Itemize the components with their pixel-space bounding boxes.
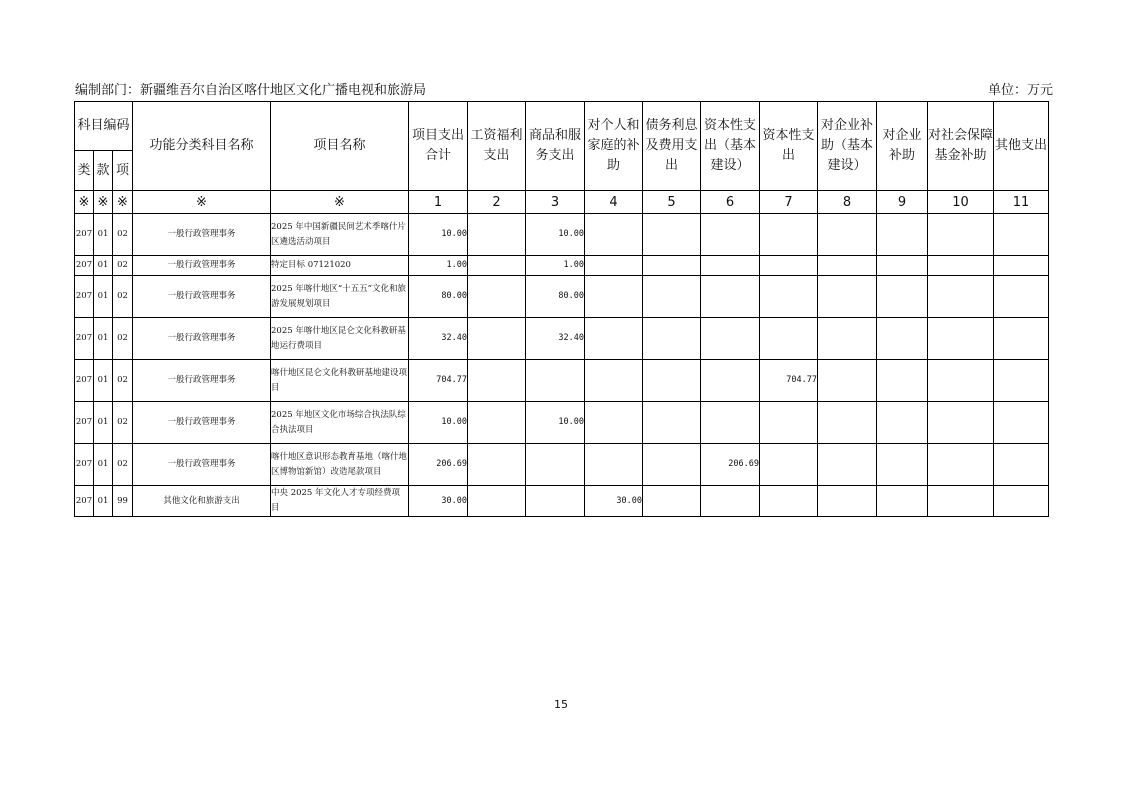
capital-basic-cell: [701, 402, 760, 444]
project-expenditure-table: [74, 101, 1049, 517]
capital-cell: [760, 444, 818, 486]
code-xiang-cell: 02: [113, 214, 133, 256]
total-cell: 10.00: [409, 214, 468, 256]
header-capital: 资本性支出: [760, 102, 818, 191]
marker-cell: 6: [701, 191, 760, 214]
social-cell: [928, 276, 994, 318]
marker-cell: 7: [760, 191, 818, 214]
other-cell: [994, 486, 1049, 517]
other-cell: [994, 444, 1049, 486]
table-row: [75, 256, 1049, 276]
other-cell: [994, 214, 1049, 256]
code-kuan-cell: 01: [94, 486, 113, 517]
header-enterprise: 对企业补助: [877, 102, 928, 191]
enterprise-basic-cell: [818, 360, 877, 402]
project-name-cell: 2025 年地区文化市场综合执法队综合执法项目: [271, 402, 409, 444]
header-kuan: 款: [94, 151, 113, 191]
page-number: 15: [554, 698, 568, 711]
personal-cell: [585, 402, 643, 444]
enterprise-basic-cell: [818, 444, 877, 486]
table-row: [75, 402, 1049, 444]
capital-basic-cell: [701, 256, 760, 276]
column-index-row: [75, 191, 1049, 214]
code-xiang-cell: 02: [113, 276, 133, 318]
salary-cell: [468, 214, 526, 256]
code-lei-cell: 207: [75, 318, 94, 360]
total-cell: 206.69: [409, 444, 468, 486]
table-body: [75, 214, 1049, 517]
debt-cell: [643, 486, 701, 517]
enterprise-basic-cell: [818, 402, 877, 444]
other-cell: [994, 318, 1049, 360]
func-name-cell: 一般行政管理事务: [133, 256, 271, 276]
header-enterprise-basic: 对企业补助（基本建设）: [818, 102, 877, 191]
code-xiang-cell: 02: [113, 256, 133, 276]
header-code-group: 科目编码: [75, 102, 133, 151]
capital-basic-cell: [701, 486, 760, 517]
personal-cell: [585, 318, 643, 360]
capital-cell: [760, 214, 818, 256]
social-cell: [928, 444, 994, 486]
marker-cell: ※: [133, 191, 271, 214]
func-name-cell: 一般行政管理事务: [133, 276, 271, 318]
enterprise-cell: [877, 318, 928, 360]
capital-basic-cell: [701, 276, 760, 318]
personal-cell: [585, 444, 643, 486]
table-row: [75, 444, 1049, 486]
social-cell: [928, 256, 994, 276]
header-capital-basic: 资本性支出（基本建设）: [701, 102, 760, 191]
code-lei-cell: 207: [75, 444, 94, 486]
personal-cell: [585, 214, 643, 256]
header-total: 项目支出合计: [409, 102, 468, 191]
code-xiang-cell: 99: [113, 486, 133, 517]
salary-cell: [468, 402, 526, 444]
goods-cell: [526, 444, 585, 486]
code-xiang-cell: 02: [113, 318, 133, 360]
enterprise-cell: [877, 276, 928, 318]
project-name-cell: 2025 年喀什地区昆仑文化科教研基地运行费项目: [271, 318, 409, 360]
header-debt: 债务利息及费用支出: [643, 102, 701, 191]
debt-cell: [643, 360, 701, 402]
goods-cell: 10.00: [526, 402, 585, 444]
header-func-name: 功能分类科目名称: [133, 102, 271, 191]
project-name-cell: 特定目标 07121020: [271, 256, 409, 276]
func-name-cell: 一般行政管理事务: [133, 318, 271, 360]
other-cell: [994, 402, 1049, 444]
enterprise-basic-cell: [818, 486, 877, 517]
marker-cell: 4: [585, 191, 643, 214]
table-row: [75, 276, 1049, 318]
header-personal: 对个人和家庭的补助: [585, 102, 643, 191]
code-lei-cell: 207: [75, 276, 94, 318]
capital-cell: [760, 318, 818, 360]
capital-basic-cell: 206.69: [701, 444, 760, 486]
func-name-cell: 其他文化和旅游支出: [133, 486, 271, 517]
marker-cell: ※: [75, 191, 94, 214]
personal-cell: [585, 276, 643, 318]
table-row: [75, 318, 1049, 360]
capital-cell: [760, 486, 818, 517]
goods-cell: 80.00: [526, 276, 585, 318]
func-name-cell: 一般行政管理事务: [133, 444, 271, 486]
personal-cell: [585, 360, 643, 402]
header-social: 对社会保障基金补助: [928, 102, 994, 191]
enterprise-basic-cell: [818, 318, 877, 360]
total-cell: 10.00: [409, 402, 468, 444]
code-lei-cell: 207: [75, 214, 94, 256]
debt-cell: [643, 276, 701, 318]
table-row: [75, 486, 1049, 517]
capital-cell: [760, 256, 818, 276]
marker-cell: 9: [877, 191, 928, 214]
department-label: 编制部门：新疆维吾尔自治区喀什地区文化广播电视和旅游局: [75, 83, 427, 98]
code-kuan-cell: 01: [94, 402, 113, 444]
project-name-cell: 喀什地区昆仑文化科教研基地建设项目: [271, 360, 409, 402]
enterprise-basic-cell: [818, 276, 877, 318]
marker-cell: ※: [271, 191, 409, 214]
header-other: 其他支出: [994, 102, 1049, 191]
header-project-name: 项目名称: [271, 102, 409, 191]
debt-cell: [643, 256, 701, 276]
project-name-cell: 喀什地区意识形态教育基地（喀什地区博物馆新馆）改造尾款项目: [271, 444, 409, 486]
header-goods: 商品和服务支出: [526, 102, 585, 191]
capital-cell: 704.77: [760, 360, 818, 402]
code-lei-cell: 207: [75, 360, 94, 402]
debt-cell: [643, 318, 701, 360]
other-cell: [994, 360, 1049, 402]
debt-cell: [643, 444, 701, 486]
marker-cell: 11: [994, 191, 1049, 214]
social-cell: [928, 360, 994, 402]
enterprise-basic-cell: [818, 214, 877, 256]
goods-cell: [526, 360, 585, 402]
social-cell: [928, 486, 994, 517]
code-xiang-cell: 02: [113, 360, 133, 402]
capital-cell: [760, 402, 818, 444]
salary-cell: [468, 276, 526, 318]
enterprise-cell: [877, 486, 928, 517]
code-kuan-cell: 01: [94, 276, 113, 318]
other-cell: [994, 256, 1049, 276]
code-kuan-cell: 01: [94, 360, 113, 402]
other-cell: [994, 276, 1049, 318]
marker-cell: ※: [94, 191, 113, 214]
total-cell: 1.00: [409, 256, 468, 276]
code-lei-cell: 207: [75, 402, 94, 444]
enterprise-cell: [877, 256, 928, 276]
header-xiang: 项: [113, 151, 133, 191]
header-lei: 类: [75, 151, 94, 191]
capital-basic-cell: [701, 318, 760, 360]
total-cell: 32.40: [409, 318, 468, 360]
total-cell: 80.00: [409, 276, 468, 318]
func-name-cell: 一般行政管理事务: [133, 360, 271, 402]
goods-cell: [526, 486, 585, 517]
salary-cell: [468, 486, 526, 517]
enterprise-cell: [877, 402, 928, 444]
table-row: [75, 360, 1049, 402]
marker-cell: 2: [468, 191, 526, 214]
enterprise-cell: [877, 360, 928, 402]
social-cell: [928, 214, 994, 256]
capital-basic-cell: [701, 360, 760, 402]
code-lei-cell: 207: [75, 486, 94, 517]
project-name-cell: 中央 2025 年文化人才专项经费项目: [271, 486, 409, 517]
goods-cell: 1.00: [526, 256, 585, 276]
social-cell: [928, 318, 994, 360]
salary-cell: [468, 318, 526, 360]
enterprise-basic-cell: [818, 256, 877, 276]
marker-cell: ※: [113, 191, 133, 214]
salary-cell: [468, 444, 526, 486]
debt-cell: [643, 214, 701, 256]
marker-cell: 10: [928, 191, 994, 214]
marker-cell: 8: [818, 191, 877, 214]
code-kuan-cell: 01: [94, 256, 113, 276]
project-name-cell: 2025 年中国新疆民间艺术季喀什片区遴选活动项目: [271, 214, 409, 256]
unit-label: 单位：万元: [987, 83, 1053, 98]
social-cell: [928, 402, 994, 444]
enterprise-cell: [877, 214, 928, 256]
total-cell: 704.77: [409, 360, 468, 402]
capital-basic-cell: [701, 214, 760, 256]
marker-cell: 1: [409, 191, 468, 214]
total-cell: 30.00: [409, 486, 468, 517]
personal-cell: [585, 256, 643, 276]
code-lei-cell: 207: [75, 256, 94, 276]
goods-cell: 10.00: [526, 214, 585, 256]
salary-cell: [468, 360, 526, 402]
personal-cell: 30.00: [585, 486, 643, 517]
table-row: [75, 214, 1049, 256]
header-salary: 工资福利支出: [468, 102, 526, 191]
code-xiang-cell: 02: [113, 402, 133, 444]
code-xiang-cell: 02: [113, 444, 133, 486]
debt-cell: [643, 402, 701, 444]
capital-cell: [760, 276, 818, 318]
code-kuan-cell: 01: [94, 444, 113, 486]
code-kuan-cell: 01: [94, 214, 113, 256]
marker-cell: 5: [643, 191, 701, 214]
marker-cell: 3: [526, 191, 585, 214]
func-name-cell: 一般行政管理事务: [133, 402, 271, 444]
func-name-cell: 一般行政管理事务: [133, 214, 271, 256]
salary-cell: [468, 256, 526, 276]
enterprise-cell: [877, 444, 928, 486]
goods-cell: 32.40: [526, 318, 585, 360]
code-kuan-cell: 01: [94, 318, 113, 360]
project-name-cell: 2025 年喀什地区“十五五”文化和旅游发展规划项目: [271, 276, 409, 318]
